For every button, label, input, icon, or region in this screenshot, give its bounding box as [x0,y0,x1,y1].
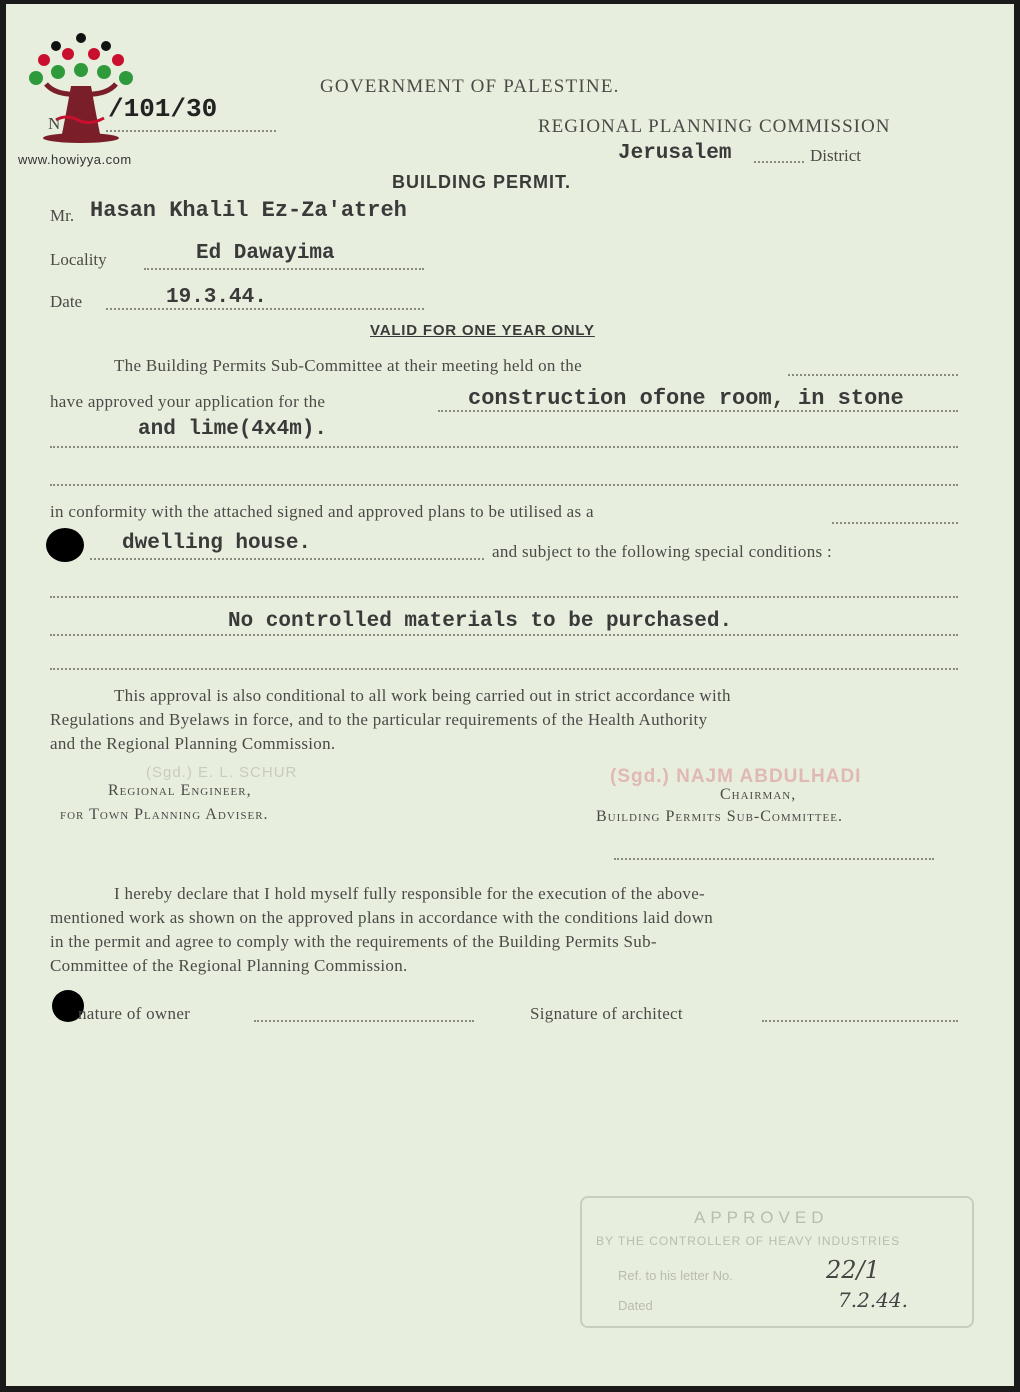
approval-para-3: and the Regional Planning Commission. [50,734,336,753]
owner-signature-label: nature of owner [78,1004,191,1023]
declaration-line-4: Committee of the Regional Planning Commission. [50,956,408,975]
engineer-title: Regional Engineer, [108,782,252,799]
permit-document [6,4,1014,1386]
date-value: 19.3.44. [166,286,267,309]
architect-signature-label: Signature of architect [530,1004,683,1023]
date-label: Date [50,292,83,311]
special-condition: No controlled materials to be purchased. [228,610,733,633]
chairman-signed: (Sgd.) NAJM ABDULHADI [610,766,862,787]
chairman-title: Chairman, [720,786,797,803]
commission-heading: REGIONAL PLANNING COMMISSION [538,116,891,137]
engineer-signed: (Sgd.) E. L. SCHUR [146,764,298,781]
conditions-label: and subject to the following special conditions : [492,542,832,561]
ink-blot [46,528,84,562]
government-heading: GOVERNMENT OF PALESTINE. [320,76,620,97]
applicant-name: Hasan Khalil Ez-Za'atreh [90,198,407,223]
locality-value: Ed Dawayima [196,242,335,265]
engineer-title-2: for Town Planning Adviser. [60,806,269,823]
validity-notice: VALID FOR ONE YEAR ONLY [370,322,595,339]
approval-para-2: Regulations and Byelaws in force, and to the particular requirements of the Health Authority [50,710,708,729]
declaration-line-2: mentioned work as shown on the approved plans in accordance with the conditions laid down [50,908,714,927]
district-label: District [810,146,861,165]
stamp-title: APPROVED [694,1208,829,1227]
stamp-ref-value: 22/1 [826,1256,880,1284]
mr-label: Mr. [50,206,75,225]
meeting-line: The Building Permits Sub-Committee at their meeting held on the [114,356,582,375]
use-value: dwelling house. [122,532,312,555]
locality-label: Locality [50,250,107,269]
application-value: construction ofone room, in stone [468,386,904,411]
stamp-date-label: Dated [618,1298,653,1313]
document-title: BUILDING PERMIT. [392,172,572,192]
stamp-date-value: 7.2.44. [838,1288,908,1312]
application-value-cont: and lime(4x4m). [138,418,328,441]
watermark-url: www.howiyya.com [18,152,132,167]
approval-stamp [580,1196,974,1328]
district-value: Jerusalem [618,142,732,165]
application-label: have approved your application for the [50,392,326,411]
chairman-title-2: Building Permits Sub-Committee. [596,808,843,825]
permit-number: /101/30 [108,94,218,124]
declaration-line-1: I hereby declare that I hold myself fully responsible for the execution of the above- [114,884,706,903]
permit-number-label: N [48,114,61,133]
approval-para-1: This approval is also conditional to all work being carried out in strict accordance with [114,686,731,705]
stamp-subtitle: BY THE CONTROLLER OF HEAVY INDUSTRIES [596,1234,901,1248]
stamp-ref-label: Ref. to his letter No. [618,1268,733,1283]
declaration-line-3: in the permit and agree to comply with the requirements of the Building Permits Sub- [50,932,657,951]
conformity-line: in conformity with the attached signed and approved plans to be utilised as a [50,502,594,521]
